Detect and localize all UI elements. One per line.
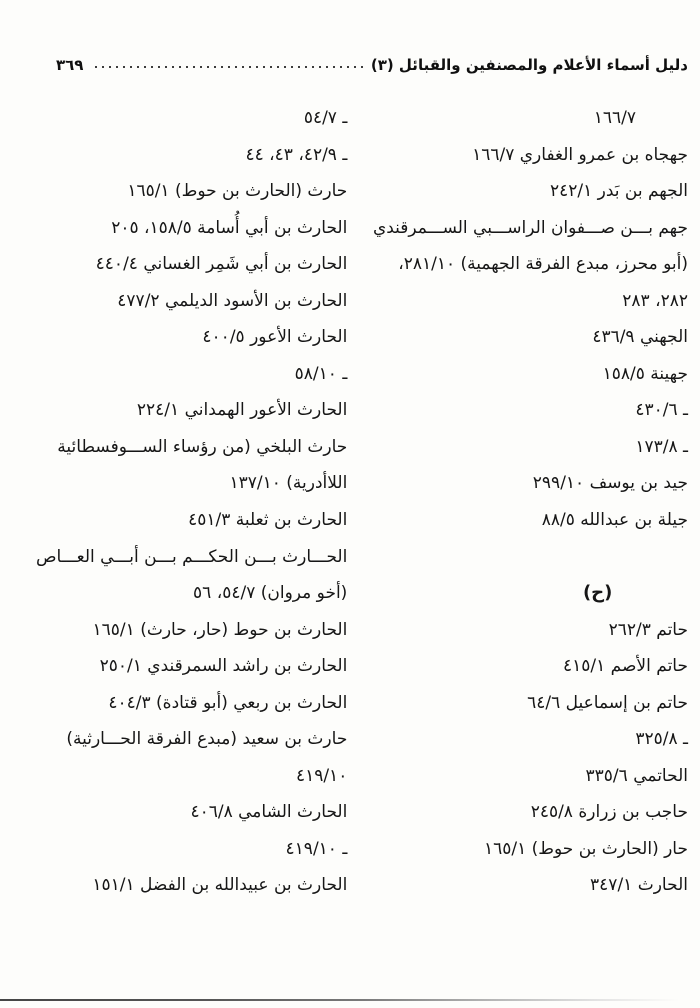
index-entry: حار (الحارث بن حوط) ١٦٥/١ [484, 838, 688, 859]
index-entry: الحارث بن أبي شَمِر الغساني ٤٤٠/٤ [95, 254, 348, 275]
index-entry: الجهم بن بَدر ٢٤٢/١ [549, 181, 688, 202]
index-entry: ٤١٩/١٠ [295, 765, 348, 786]
index-entry: الحارث الأعور ٤٠٠/٥ [202, 327, 348, 348]
index-entry: (أبو محرز، مبدع الفرقة الجهمية) ٢٨١/١٠، [398, 254, 688, 275]
index-entry: ١٦٦/٧ [593, 108, 636, 128]
index-entry: ـ ١٧٣/٨ [635, 436, 688, 457]
index-entry: اللاأدرية) ١٣٧/١٠ [229, 473, 348, 494]
index-entry: حارث البلخي (من رؤساء الســـوفسطائية [57, 436, 348, 457]
index-entry: الحارث بن الأسود الديلمي ٤٧٧/٢ [117, 290, 348, 311]
index-entry: جيد بن يوسف ٢٩٩/١٠ [532, 473, 688, 494]
index-entry: الحـــارث بـــن الحكـــم بـــن أبـــي العـــاص [36, 546, 348, 567]
index-entry: جهم بـــن صـــفوان الراســـبي الســـمرقندي [372, 217, 688, 238]
index-columns [36, 100, 688, 904]
index-entry: الحارث بن حوط (حار، حارث) ١٦٥/١ [92, 619, 348, 640]
index-entry: حارث (الحارث بن حوط) ١٦٥/١ [127, 181, 348, 202]
index-entry: ـ ٤٣٠/٦ [635, 400, 688, 421]
index-entry: ٢٨٢،‏ ٢٨٣ [622, 290, 688, 311]
index-entry: الحارث ٣٤٧/١ [590, 875, 688, 896]
index-entry: الحارث بن ربعي (أبو قتادة) ٤٠٤/٣ [108, 692, 348, 713]
scan-artifact-line [0, 999, 700, 1001]
index-entry: حاجب بن زرارة ٢٤٥/٨ [530, 802, 688, 823]
index-entry: حاتم ٢٦٢/٣ [608, 619, 688, 640]
index-entry: الجهني ٤٣٦/٩ [592, 327, 688, 348]
index-entry: ـ ٣٢٥/٨ [635, 729, 688, 750]
index-entry: جهينة ١٥٨/٥ [602, 363, 688, 384]
index-entry: حارث بن سعيد (مبدع الفرقة الحـــارثية) [66, 729, 348, 750]
section-heading: (ح) [582, 582, 613, 604]
running-head [56, 56, 688, 74]
index-entry: الحارث بن عبيدالله بن الفضل ١٥١/١ [92, 875, 348, 896]
index-entry: الحارث بن ثعلبة ٤٥١/٣ [188, 510, 348, 531]
index-entry: ـ ٥٨/١٠ [294, 363, 348, 384]
dot-leader [91, 66, 362, 68]
running-title: دليل أسماء الأعلام والمصنفين والقبائل (٣) [370, 56, 688, 74]
index-entry: الحارث بن أبي أُسامة ١٥٨/٥،‏ ٢٠٥ [111, 217, 348, 238]
index-column-right [357, 100, 688, 904]
index-entry: ـ ٤٢/٩،‏ ٤٣،‏ ٤٤ [245, 144, 348, 165]
page-number: ٣٦٩ [56, 56, 84, 74]
index-entry: الحاتمي ٣٣٥/٦ [585, 765, 688, 786]
index-entry: الحارث الأعور الهمداني ٢٢٤/١ [136, 400, 348, 421]
index-entry: جيلة بن عبدالله ٨٨/٥ [541, 510, 688, 531]
index-entry: حاتم الأصم ٤١٥/١ [563, 656, 688, 677]
index-entry: الحارث بن راشد السمرقندي ٢٥٠/١ [99, 656, 348, 677]
index-entry: جهجاه بن عمرو الغفاري ١٦٦/٧ [472, 144, 688, 165]
index-entry: ـ ٥٤/٧ [303, 108, 348, 128]
index-entry: ـ ٤١٩/١٠ [285, 838, 348, 859]
index-entry: حاتم بن إسماعيل ٦٤/٦ [527, 692, 688, 713]
index-entry: (أخو مروان) ٥٤/٧،‏ ٥٦ [193, 583, 348, 604]
index-entry: الحارث الشامي ٤٠٦/٨ [190, 802, 348, 823]
index-column-left [36, 100, 347, 904]
